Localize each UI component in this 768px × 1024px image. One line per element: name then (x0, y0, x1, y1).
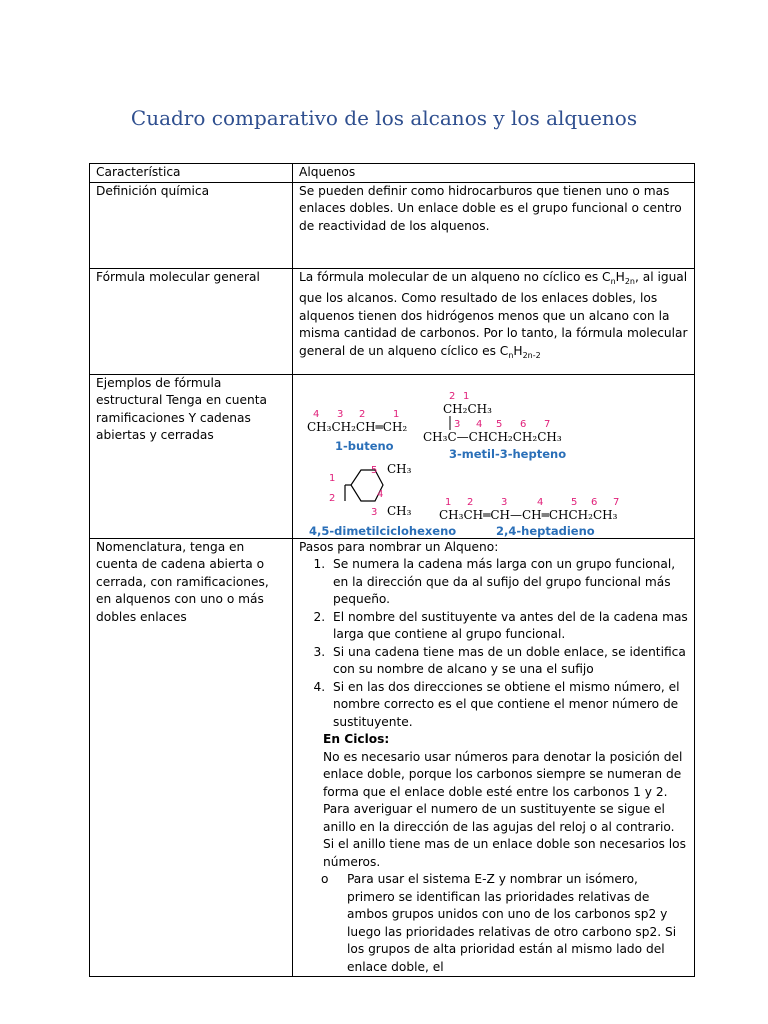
comparison-table (89, 163, 695, 977)
list-item: 4. Si en las dos direcciones se obtiene el mismo número, el nombre correcto es el que contiene el menor número de sustituyente. (329, 679, 688, 732)
structural-formulas-figure (293, 375, 695, 538)
locant: 5 (571, 496, 578, 508)
locant: 5 (371, 464, 378, 476)
naming-steps-list (305, 556, 688, 731)
formula-3-methyl-3-heptene: CH₃C—CHCH₂CH₂CH₃ (423, 429, 562, 444)
locant: 6 (520, 418, 527, 430)
formula-heptadiene: CH₃CH═CH—CH═CHCH₂CH₃ (439, 507, 618, 522)
locant: 3 (501, 496, 508, 508)
locant: 1 (445, 496, 452, 508)
locant: 3 (371, 506, 378, 518)
table-row (90, 374, 695, 538)
row-label-formula: Fórmula molecular general (90, 268, 293, 374)
ez-bullet-list (299, 871, 688, 976)
locant: 4 (313, 408, 320, 420)
locant: 2 (329, 492, 336, 504)
locant: 3 (337, 408, 344, 420)
row-text-definition: Se pueden definir como hidrocarburos que tienen uno o mas enlaces dobles. Un enlace doble es el grupo funcional o centro de reactividad de los alquenos. (293, 182, 695, 268)
compound-name-1-butene: 1-buteno (335, 438, 394, 453)
circle-bullet-icon: o (321, 872, 329, 886)
compound-name-3-methyl-3-heptene: 3-metil-3-hepteno (449, 446, 567, 461)
nomenclature-intro: Pasos para nombrar un Alqueno: (299, 539, 499, 554)
locant: 6 (591, 496, 598, 508)
compound-name-heptadiene: 2,4-heptadieno (496, 523, 595, 538)
row-label-examples: Ejemplos de fórmula estructural Tenga en cuenta ramificaciones Y cadenas abiertas y cerradas (90, 374, 293, 538)
methyl-4: CH₃ (387, 503, 412, 518)
locant: 1 (393, 408, 400, 420)
locant: 3 (454, 418, 461, 430)
list-item (321, 871, 688, 976)
locant: 4 (377, 488, 384, 500)
compound-name-dimethylcyclohexene: 4,5-dimetilciclohexeno (309, 523, 457, 538)
cycles-heading: En Ciclos: (323, 732, 390, 746)
locant: 5 (496, 418, 503, 430)
list-item: 3. Si una cadena tiene mas de un doble enlace, se identifica con su nombre de alcano y se una el sufijo (329, 644, 688, 679)
structural-formulas (293, 375, 694, 538)
table-header-row (90, 164, 695, 183)
ez-text: Para usar el sistema E-Z y nombrar un isómero, primero se identifican las prioridades relativas de ambos grupos unidos con uno de los carbonos sp2 y luego las prioridades relativas de otro carbono sp2. Si los grupos de alta prioridad están al mismo lado del enlace doble, el (347, 872, 677, 974)
row-text-formula: La fórmula molecular de un alqueno no cíclico es $C_nH_{2n}$, al igual que los alcanos. Como resultado de los enlaces dobles, los alquenos tienen dos hidrógenos menos que un alcano con la misma cantidad de carbonos. Por lo tanto, la fórmula molecular general de un alqueno cíclico es $C_nH_{2n-2}$ (293, 268, 695, 374)
locant: 4 (476, 418, 483, 430)
locant: 7 (544, 418, 551, 430)
row-examples-cell (293, 374, 695, 538)
header-alkenes: Alquenos (293, 164, 695, 183)
locant: 1 (329, 472, 336, 484)
document-title: Cuadro comparativo de los alcanos y los alquenos (130, 106, 638, 130)
list-item: 2. El nombre del sustituyente va antes del de la cadena mas larga que contiene al grupo funcional. (329, 609, 688, 644)
locant: 2 (359, 408, 366, 420)
header-characteristic: Característica (90, 164, 293, 183)
locant: 1 (463, 390, 470, 402)
locant: 2 (467, 496, 474, 508)
formula-1-butene: CH₃CH₂CH═CH₂ (307, 419, 408, 434)
table-row (90, 538, 695, 977)
row-label-nomenclature: Nomenclatura, tenga en cuenta de cadena abierta o cerrada, con ramificaciones, en alquenos con uno o más dobles enlaces (90, 538, 293, 977)
row-nomenclature-cell (293, 538, 695, 977)
table-row (90, 182, 695, 268)
table-row (90, 268, 695, 374)
list-item: 1. Se numera la cadena más larga con un grupo funcional, en la dirección que da al sufijo del grupo funcional más pequeño. (329, 556, 688, 609)
locant: 4 (537, 496, 544, 508)
methyl-5: CH₃ (387, 461, 412, 476)
cycles-paragraph: No es necesario usar números para denotar la posición del enlace doble, porque los carbonos siempre se numeran de forma que el enlace doble esté entre los carbonos 1 y 2. Para averiguar el numero de un sustituyente se sigue el anillo en la dirección de las agujas del reloj o al contrario. Si el anillo tiene mas de un enlace doble son necesarios los números. (323, 749, 686, 869)
locant: 2 (449, 390, 456, 402)
row-label-definition: Definición química (90, 182, 293, 268)
locant: 7 (613, 496, 620, 508)
branch-ethyl: CH₂CH₃ (443, 401, 492, 416)
